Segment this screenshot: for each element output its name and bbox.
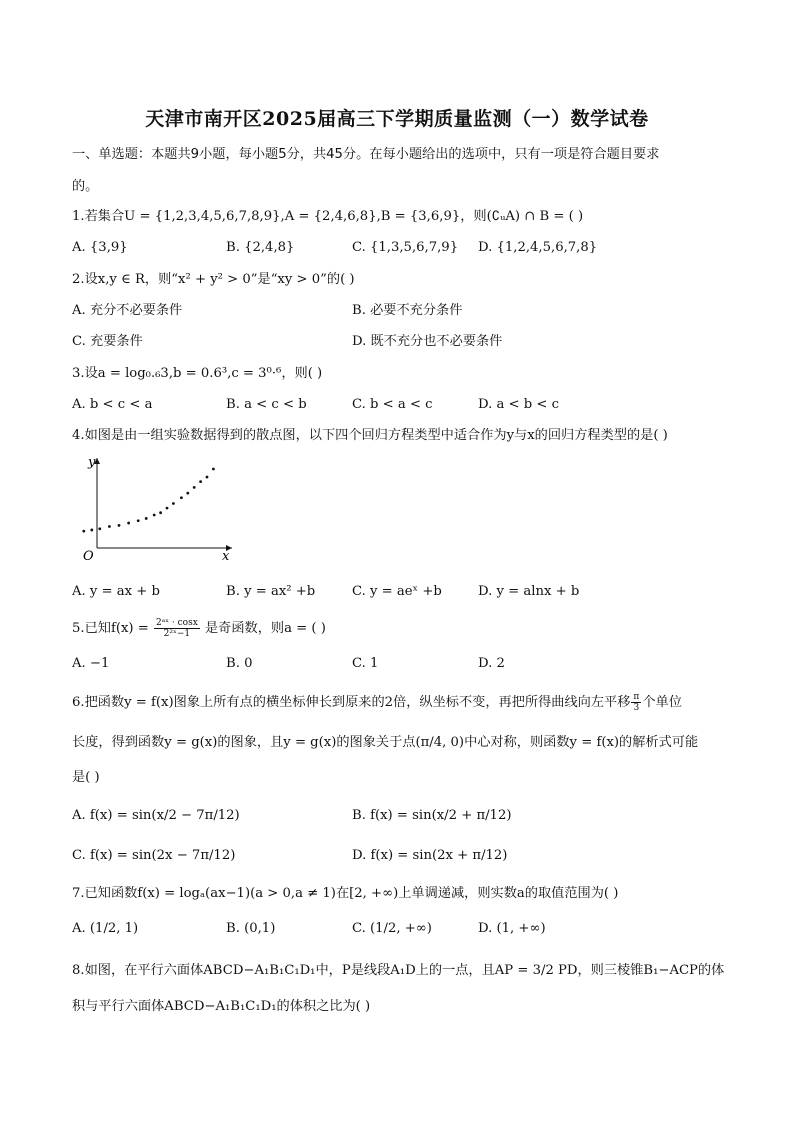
q2-option-b[interactable]: B. 必要不充分条件	[352, 303, 463, 318]
scatter-points	[82, 468, 214, 533]
origin-label: O	[83, 549, 94, 564]
q6-option-b[interactable]: B. f(x) = sin(x/2 + π/12)	[352, 808, 512, 823]
scatter-point	[98, 527, 101, 530]
page-title: 天津市南开区2025届高三下学期质量监测（一）数学试卷	[145, 108, 649, 130]
q6-text-d: 中心对称，则函数y = f(x)的解析式可能	[464, 735, 699, 750]
scatter-plot	[74, 452, 244, 564]
y-axis-label: y	[88, 455, 96, 470]
q5-option-b[interactable]: B. 0	[226, 656, 253, 671]
question-2: 2.设x,y ∈ R，则“x² + y² > 0”是“xy > 0”的( )	[72, 272, 355, 287]
q1-option-c[interactable]: C. {1,3,5,6,7,9}	[352, 240, 459, 255]
scatter-point	[180, 496, 183, 499]
q4-option-c[interactable]: C. y = aeˣ +b	[352, 584, 442, 599]
question-7: 7.已知函数f(x) = logₐ(ax−1)(a > 0,a ≠ 1)在[2, +∞)上单调递减，则实数a的取值范围为( )	[72, 886, 619, 901]
scatter-point	[108, 525, 111, 528]
scatter-point	[145, 517, 148, 520]
q5-suffix: 是奇函数，则a = ( )	[204, 621, 326, 636]
scatter-point	[118, 524, 121, 527]
question-1: 1.若集合U = {1,2,3,4,5,6,7,8,9},A = {2,4,6,8},B = {3,6,9}，则(∁ᵤA) ∩ B = ( )	[72, 209, 584, 224]
q1-option-d[interactable]: D. {1,2,4,5,6,7,8}	[478, 240, 598, 255]
scatter-point	[159, 511, 162, 514]
q7-option-c[interactable]: C. (1/2, +∞)	[352, 921, 432, 936]
scatter-point	[127, 522, 130, 525]
q5-fraction-numerator: 2ᵃˣ · cosx	[156, 618, 198, 628]
scatter-point	[212, 468, 215, 471]
q4-option-d[interactable]: D. y = alnx + b	[478, 584, 580, 599]
q3-option-d[interactable]: D. a < b < c	[478, 397, 560, 412]
scatter-point	[82, 530, 85, 533]
q6-text-a: 6.把函数y = f(x)图象上所有点的横坐标伸长到原来的2倍，纵坐标不变，再把所得曲线向左平移	[72, 695, 631, 710]
q6-option-a[interactable]: A. f(x) = sin(x/2 − 7π/12)	[72, 808, 240, 823]
q4-option-a[interactable]: A. y = ax + b	[72, 584, 160, 599]
q7-option-a[interactable]: A. (1/2, 1)	[72, 921, 139, 936]
scatter-point	[153, 514, 156, 517]
scatter-point	[166, 507, 169, 510]
q6-text-b: 个单位	[642, 695, 682, 710]
q5-fraction	[154, 618, 200, 639]
question-8-line-2: 积与平行六面体ABCD−A₁B₁C₁D₁的体积之比为( )	[72, 999, 371, 1014]
scatter-point	[193, 486, 196, 489]
q5-option-d[interactable]: D. 2	[478, 656, 505, 671]
x-axis-label: x	[222, 549, 230, 564]
q1-option-a[interactable]: A. {3,9}	[72, 240, 128, 255]
q3-option-c[interactable]: C. b < a < c	[352, 397, 433, 412]
q6-option-c[interactable]: C. f(x) = sin(2x − 7π/12)	[72, 848, 236, 863]
scatter-point	[172, 502, 175, 505]
q5-prefix: 5.已知f(x) =	[72, 621, 149, 636]
q7-option-b[interactable]: B. (0,1)	[226, 921, 276, 936]
q1-option-b[interactable]: B. {2,4,8}	[226, 240, 295, 255]
scatter-point	[186, 492, 189, 495]
section-instructions-cont: 的。	[72, 179, 99, 194]
question-3: 3.设a = log₀.₆3,b = 0.6³,c = 3⁰·⁶，则( )	[72, 366, 323, 381]
q6-shift-numerator: π	[633, 692, 640, 702]
q5-option-c[interactable]: C. 1	[352, 656, 379, 671]
question-4: 4.如图是由一组实验数据得到的散点图，以下四个回归方程类型中适合作为y与x的回归方程类型的是( )	[72, 428, 668, 443]
question-5	[72, 618, 326, 639]
q4-option-b[interactable]: B. y = ax² +b	[226, 584, 316, 599]
q2-option-c[interactable]: C. 充要条件	[72, 334, 143, 349]
q7-option-d[interactable]: D. (1, +∞)	[478, 921, 546, 936]
scatter-point	[90, 529, 93, 532]
q6-shift-denominator: 3	[633, 703, 640, 713]
q3-option-a[interactable]: A. b < c < a	[72, 397, 153, 412]
question-6-line-3: 是( )	[72, 770, 100, 785]
section-instructions: 一、单选题：本题共9小题，每小题5分，共45分。在每小题给出的选项中，只有一项是符合题目要求	[72, 147, 660, 162]
q6-shift-fraction	[631, 692, 641, 713]
question-8-line-1: 8.如图，在平行六面体ABCD−A₁B₁C₁D₁中，P是线段A₁D上的一点，且AP = 3/2 PD，则三棱锥B₁−ACP的体	[72, 963, 725, 978]
q6-text-c: 长度，得到函数y = g(x)的图象，且y = g(x)的图象关于点	[72, 735, 416, 750]
scatter-point	[199, 480, 202, 483]
q5-option-a[interactable]: A. −1	[72, 656, 110, 671]
q6-center-point: (π/4, 0)	[415, 735, 465, 750]
question-6-line-1	[72, 692, 682, 713]
q2-option-d[interactable]: D. 既不充分也不必要条件	[352, 334, 503, 349]
q6-option-d[interactable]: D. f(x) = sin(2x + π/12)	[352, 848, 508, 863]
q3-option-b[interactable]: B. a < c < b	[226, 397, 307, 412]
q2-option-a[interactable]: A. 充分不必要条件	[72, 303, 183, 318]
scatter-point	[206, 476, 209, 479]
q5-fraction-denominator: 2²ˣ−1	[163, 629, 191, 639]
scatter-point	[137, 519, 140, 522]
question-6-line-2	[72, 733, 698, 753]
